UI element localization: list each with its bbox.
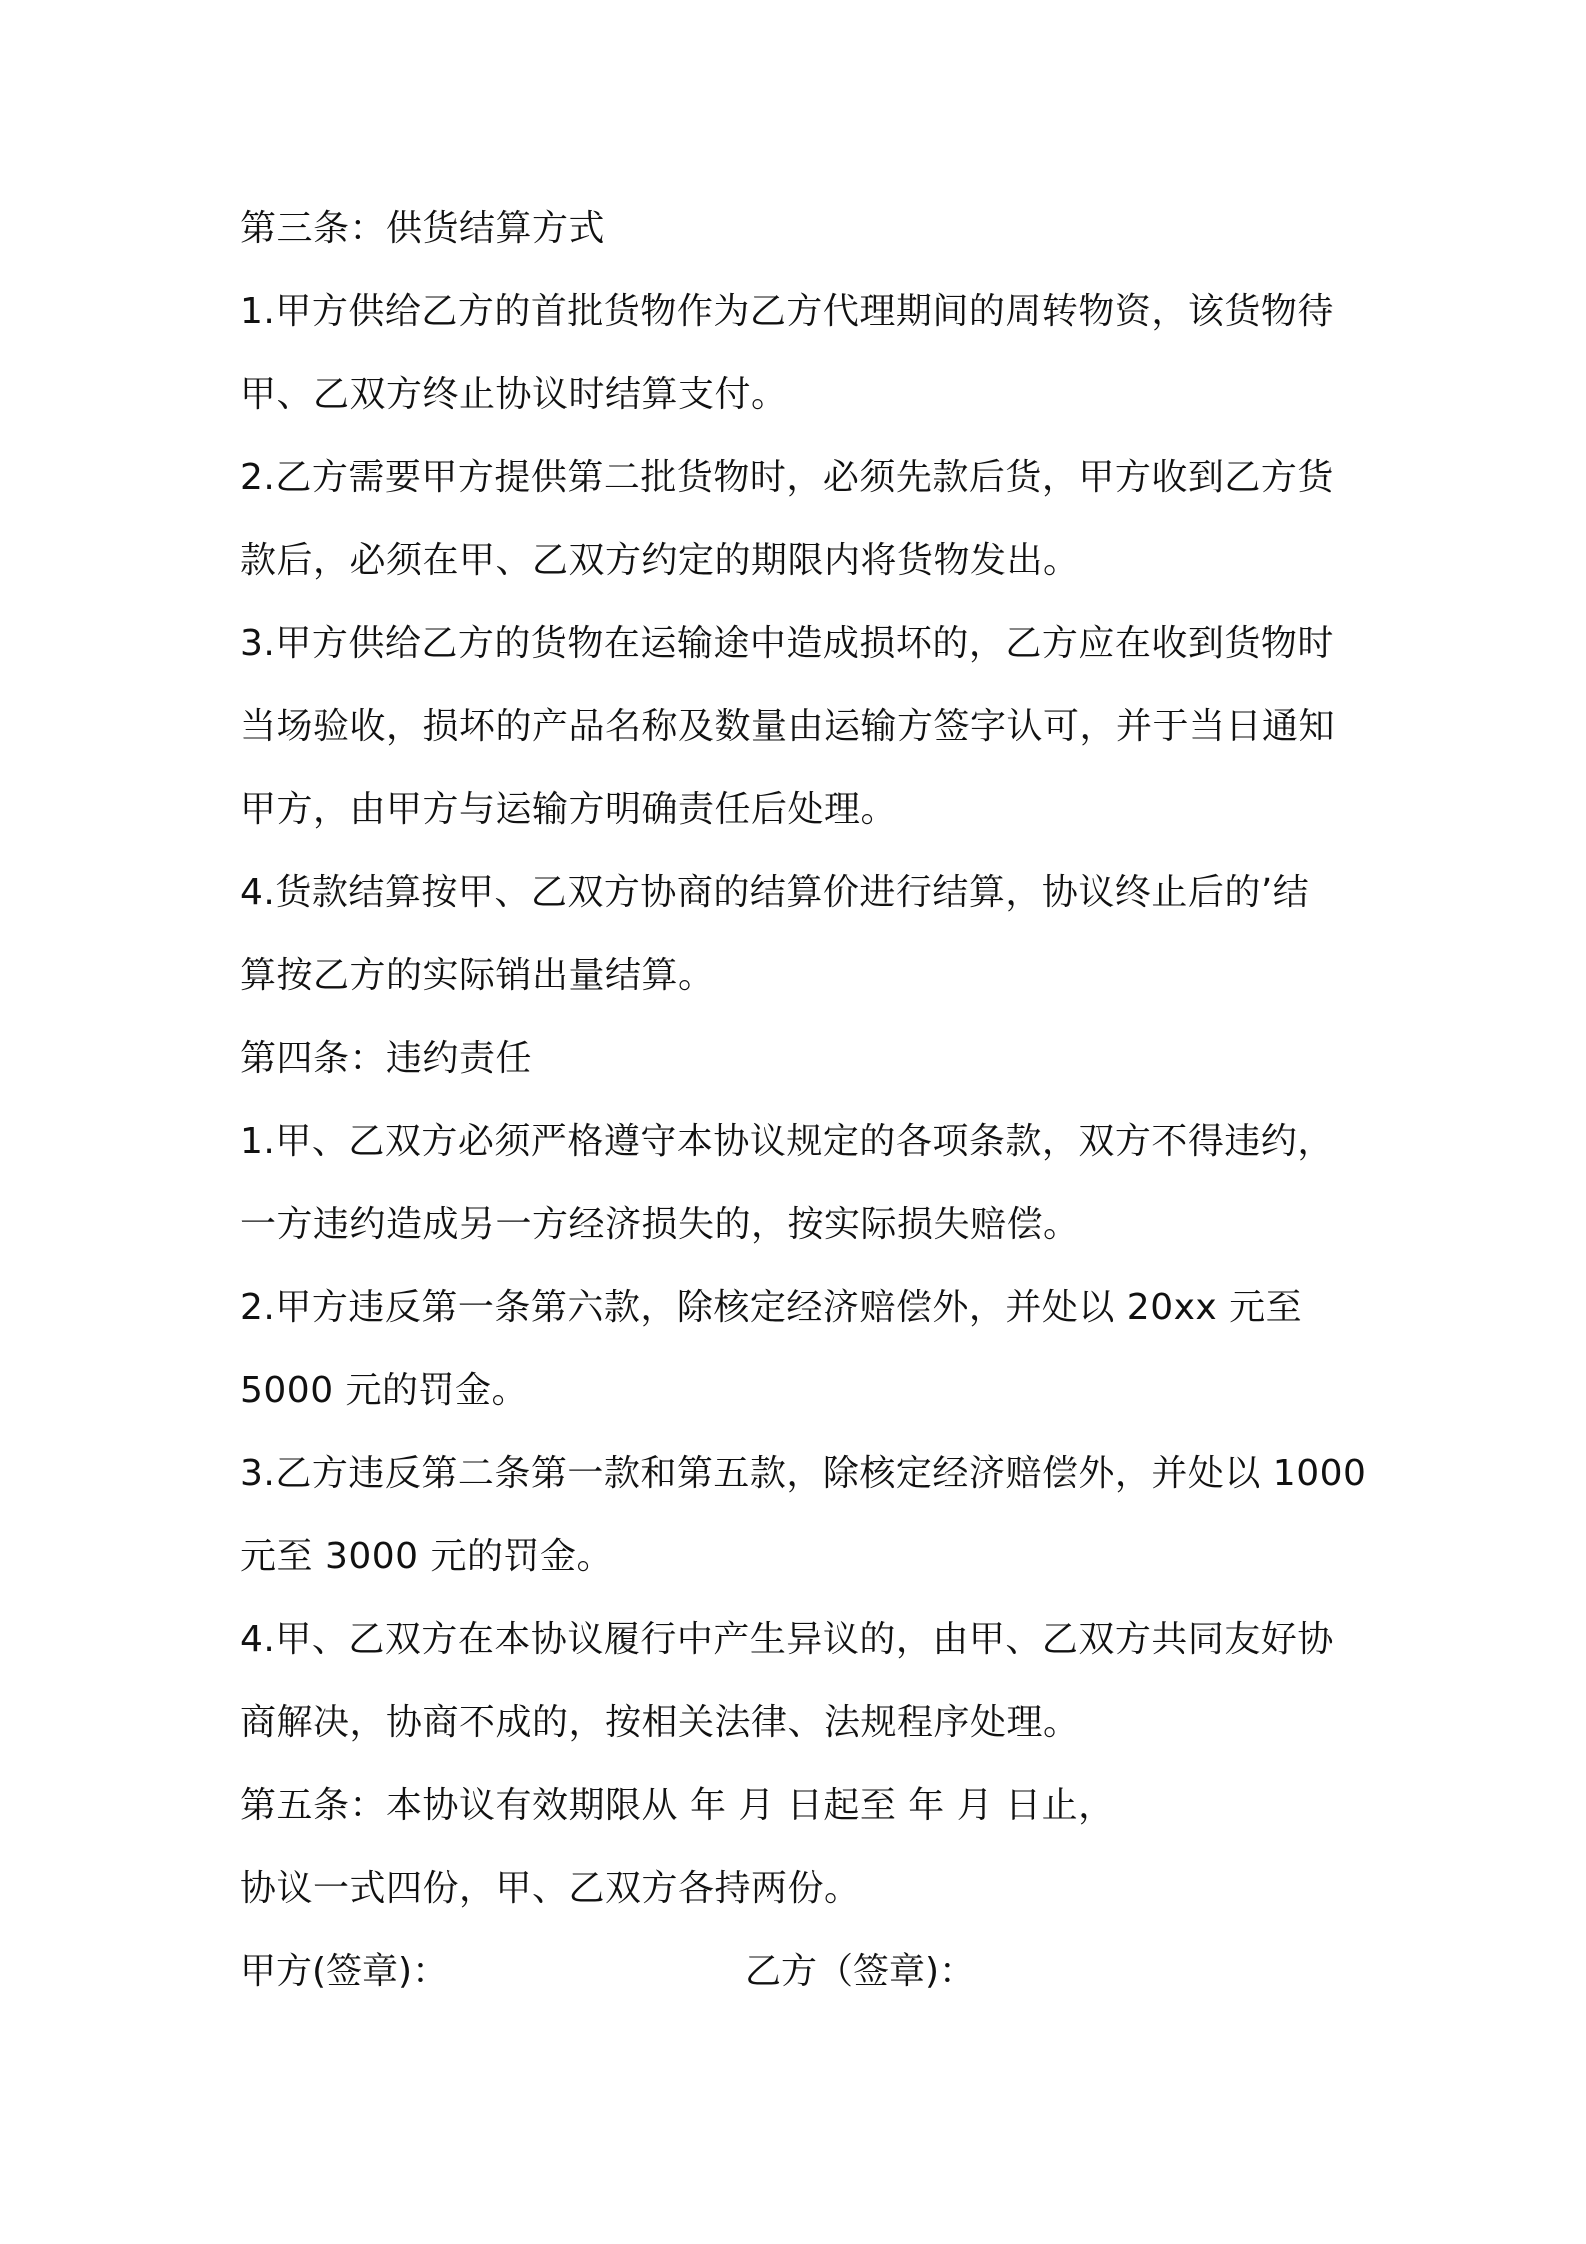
- article-4-heading: 第四条：违约责任: [240, 1038, 533, 1079]
- paragraph-line: 4.甲、乙双方在本协议履行中产生异议的，由甲、乙双方共同友好协: [240, 1619, 1334, 1660]
- paragraph-line: 3.乙方违反第二条第一款和第五款，除核定经济赔偿外，并处以 1000: [240, 1453, 1367, 1494]
- paragraph-line: 元至 3000 元的罚金。: [240, 1536, 614, 1577]
- paragraph-line: 2.甲方违反第一条第六款，除核定经济赔偿外，并处以 20xx 元至: [240, 1287, 1303, 1328]
- paragraph-line: 1.甲、乙双方必须严格遵守本协议规定的各项条款，双方不得违约，: [240, 1121, 1334, 1162]
- paragraph-line: 甲方，由甲方与运输方明确责任后处理。: [240, 789, 898, 830]
- article-5-line: 第五条：本协议有效期限从 年 月 日起至 年 月 日止，: [240, 1785, 1115, 1826]
- party-a-signature-label: 甲方(签章)：: [240, 1951, 449, 1992]
- paragraph-line: 3.甲方供给乙方的货物在运输途中造成损坏的，乙方应在收到货物时: [240, 623, 1334, 664]
- paragraph-line: 当场验收，损坏的产品名称及数量由运输方签字认可，并于当日通知: [240, 706, 1336, 747]
- paragraph-line: 款后，必须在甲、乙双方约定的期限内将货物发出。: [240, 540, 1080, 581]
- paragraph-line: 5000 元的罚金。: [240, 1370, 529, 1411]
- paragraph-line: 一方违约造成另一方经济损失的，按实际损失赔偿。: [240, 1204, 1080, 1245]
- paragraph-line: 算按乙方的实际销出量结算。: [240, 955, 715, 996]
- paragraph-line: 协议一式四份，甲、乙双方各持两份。: [240, 1868, 861, 1909]
- paragraph-line: 2.乙方需要甲方提供第二批货物时，必须先款后货，甲方收到乙方货: [240, 457, 1334, 498]
- article-3-heading: 第三条：供货结算方式: [240, 208, 606, 249]
- paragraph-line: 甲、乙双方终止协议时结算支付。: [240, 374, 788, 415]
- paragraph-line: 1.甲方供给乙方的首批货物作为乙方代理期间的周转物资，该货物待: [240, 291, 1334, 332]
- party-b-signature-label: 乙方（签章)：: [745, 1951, 976, 1992]
- paragraph-line: 商解决，协商不成的，按相关法律、法规程序处理。: [240, 1702, 1080, 1743]
- paragraph-line: 4.货款结算按甲、乙双方协商的结算价进行结算，协议终止后的’结: [240, 872, 1310, 913]
